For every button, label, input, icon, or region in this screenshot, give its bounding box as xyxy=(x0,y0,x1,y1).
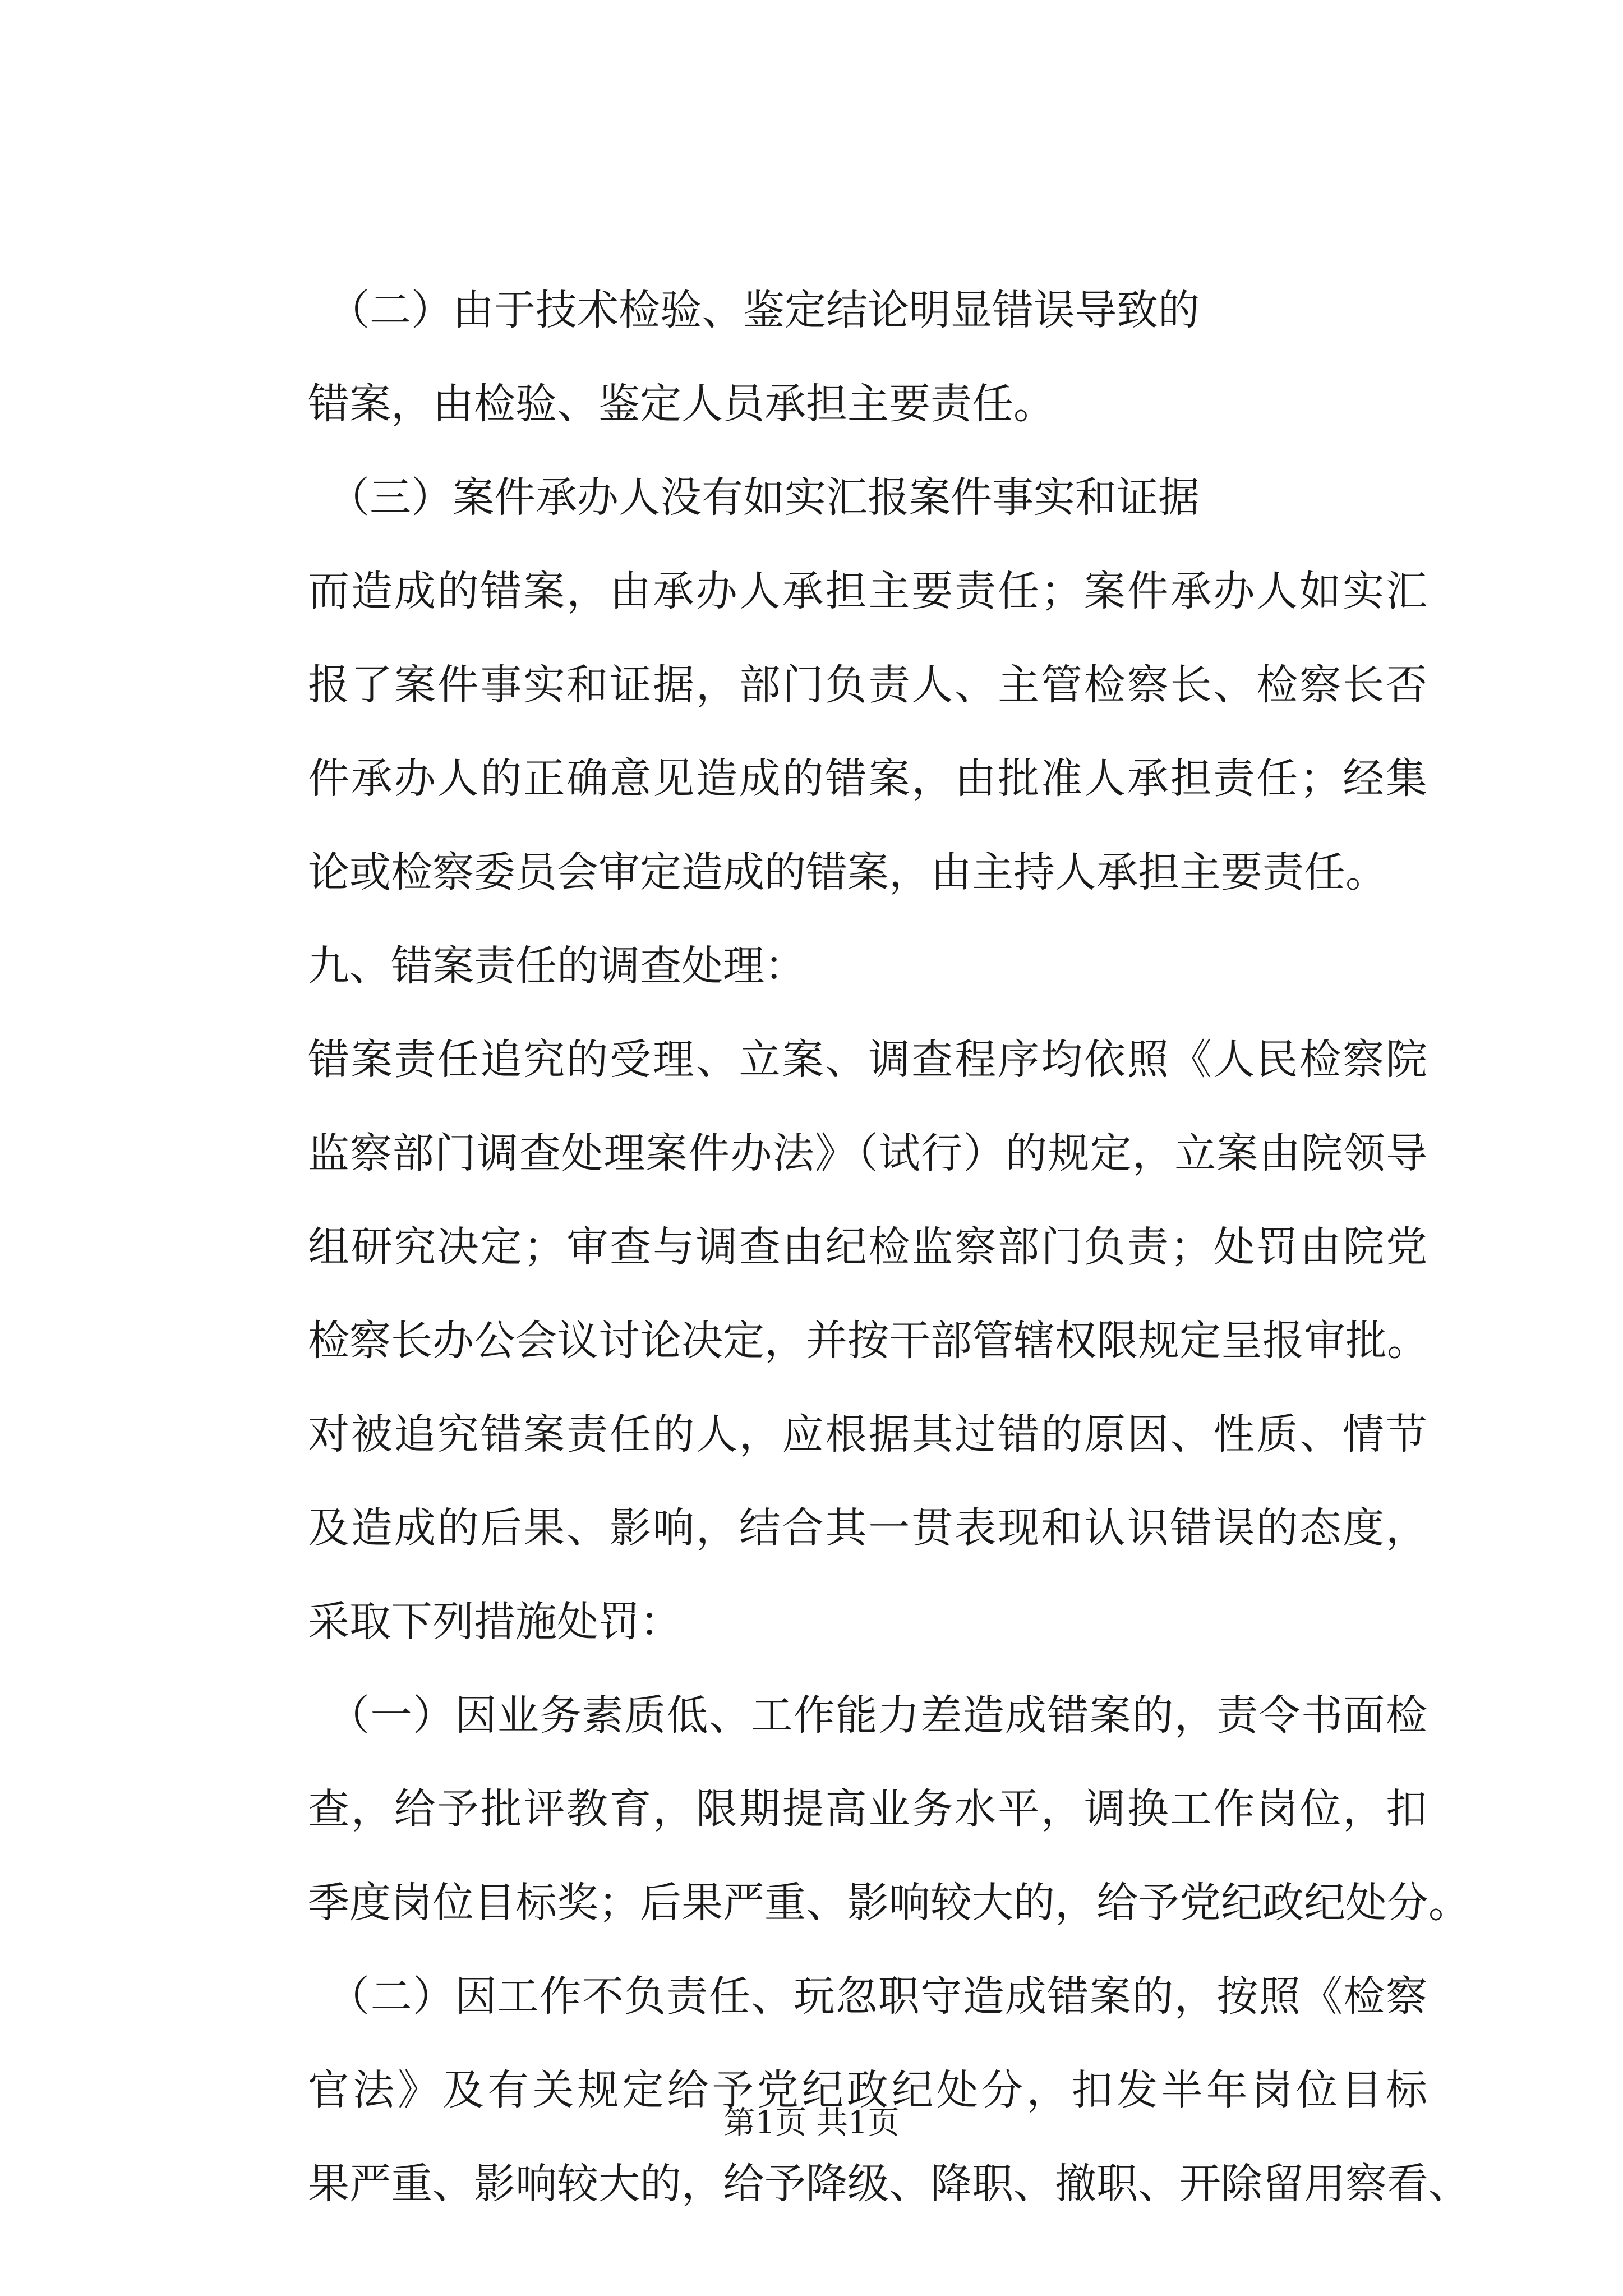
text-line: 件承办人的正确意见造成的错案，由批准人承担责任；经集 xyxy=(308,754,1427,803)
text-line: 组研究决定；审查与调查由纪检监察部门负责；处罚由院党 xyxy=(308,1223,1427,1271)
text-line: （一）因业务素质低、工作能力差造成错案的，责令书面检 xyxy=(328,1691,1427,1740)
text-line: （二）因工作不负责任、玩忽职守造成错案的，按照《检察 xyxy=(328,1972,1427,2021)
section-heading: 九、错案责任的调查处理： xyxy=(308,942,806,990)
text-line: （三）案件承办人没有如实汇报案件事实和证据 xyxy=(328,473,1200,522)
text-line: 采取下列措施处罚： xyxy=(308,1598,681,1646)
text-line: 查，给予批评教育，限期提高业务水平，调换工作岗位，扣 xyxy=(308,1785,1427,1833)
text-line: 错案责任追究的受理、立案、调查程序均依照《人民检察院 xyxy=(308,1036,1427,1084)
text-line: 论或检察委员会审定造成的错案，由主持人承担主要责任。 xyxy=(308,848,1387,896)
text-line: （二）由于技术检验、鉴定结论明显错误导致的 xyxy=(328,286,1200,334)
text-line: 错案，由检验、鉴定人员承担主要责任。 xyxy=(308,380,1055,428)
text-line: 季度岗位目标奖；后果严重、影响较大的，给予党纪政纪处分。 xyxy=(308,1879,1470,1927)
text-line: 官法》及有关规定给予党纪政纪处分，扣发半年岗位目标 xyxy=(308,2066,1427,2114)
text-line: 报了案件事实和证据，部门负责人、主管检察长、检察长否 xyxy=(308,661,1427,709)
page-number: 第1页 共1页 xyxy=(723,2105,900,2141)
text-line: 检察长办公会议讨论决定，并按干部管辖权限规定呈报审批。 xyxy=(308,1317,1428,1365)
document-body xyxy=(308,264,1470,2231)
text-line: 而造成的错案，由承办人承担主要责任；案件承办人如实汇 xyxy=(308,567,1427,615)
page-footer xyxy=(0,2101,1623,2146)
text-line: 及造成的后果、影响，结合其一贯表现和认识错误的态度， xyxy=(308,1504,1427,1552)
text-line: 果严重、影响较大的，给予降级、降职、撤职、开除留用察看、 xyxy=(308,2160,1470,2208)
text-line: 监察部门调查处理案件办法》（试行）的规定，立案由院领导 xyxy=(308,1129,1427,1177)
text-line: 对被追究错案责任的人，应根据其过错的原因、性质、情节 xyxy=(308,1410,1427,1458)
